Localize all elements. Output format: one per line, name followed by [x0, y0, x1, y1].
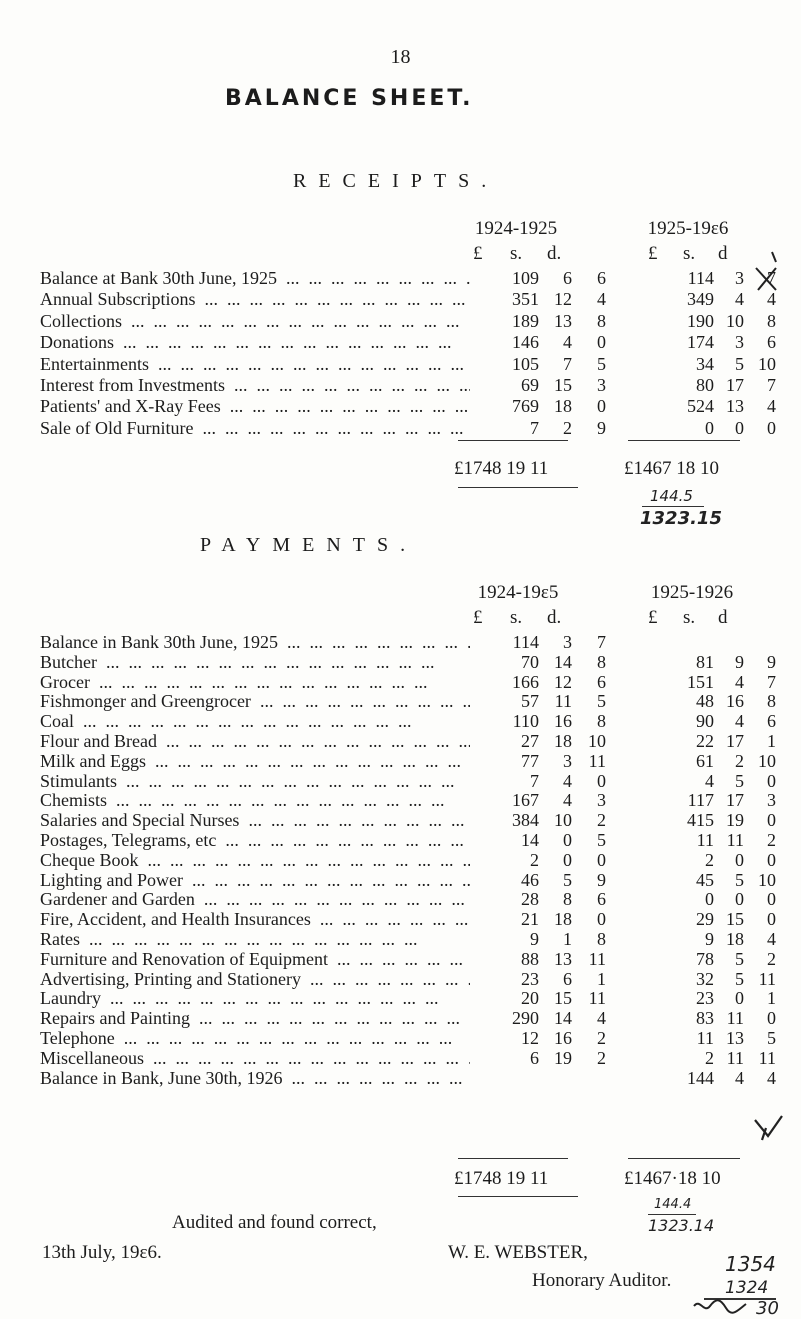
col1925-pounds: 61	[696, 750, 714, 771]
col1925-pence: 10	[758, 869, 776, 890]
col1925-pence: 4	[767, 1067, 776, 1088]
row-label: Patients' and X-Ray Fees ...	[40, 395, 470, 417]
table-row	[40, 829, 776, 851]
col1925-shillings: 3	[735, 268, 744, 288]
scribble-icon	[690, 1296, 750, 1316]
col1924-pence: 11	[588, 988, 606, 1009]
col1925-pence: 0	[767, 889, 776, 910]
row-label: Flour and Bread ...	[40, 730, 470, 752]
col1924-pence: 11	[588, 750, 606, 771]
col1925-shillings: 17	[726, 731, 744, 751]
table-row	[40, 710, 776, 732]
col1925-pence: 10	[758, 353, 776, 374]
auditor-name: W. E. WEBSTER,	[448, 1242, 588, 1263]
row-label: Sale of Old Furniture ...	[40, 417, 470, 439]
col1925-pence: 0	[767, 849, 776, 870]
col1925-shillings: 5	[735, 869, 744, 890]
receipts-col2-shillings-unit: s.	[683, 243, 696, 264]
row-label: Salaries and Special Nurses ...	[40, 809, 470, 831]
payments-col1-shillings-unit: s.	[510, 607, 523, 628]
col1925-pounds: 2	[705, 849, 714, 870]
receipts-handwritten-rule	[642, 506, 704, 507]
receipts-col1-pence-unit: d.	[547, 243, 562, 264]
payments-total-1924: £1748 19 11	[454, 1168, 549, 1189]
col1924-shillings: 6	[563, 968, 572, 989]
table-row	[40, 730, 776, 752]
col1925-pounds: 11	[696, 1028, 714, 1048]
col1924-shillings: 19	[554, 1047, 572, 1068]
col1925-shillings: 19	[726, 810, 744, 831]
col1925-pence: 4	[767, 396, 776, 417]
col1925-pounds: 78	[696, 948, 714, 969]
col1924-pounds: 46	[521, 869, 539, 890]
col1925-pounds: 80	[696, 375, 714, 395]
col1924-pounds: 88	[521, 948, 539, 969]
payments-col1-rule	[458, 1158, 568, 1159]
payments-col2-rule	[628, 1158, 740, 1159]
row-label: Milk and Eggs ...	[40, 750, 470, 772]
tick-mark-icon	[752, 1110, 786, 1144]
col1924-shillings: 5	[563, 869, 572, 890]
col1924-shillings: 18	[554, 396, 572, 417]
col1924-pence: 8	[597, 929, 606, 949]
row-label: Balance in Bank, June 30th, 1926 ...	[40, 1067, 470, 1089]
row-label: Entertainments ...	[40, 353, 470, 375]
table-row	[40, 948, 776, 970]
col1925-pence: 0	[767, 909, 776, 930]
col1924-shillings: 1	[563, 929, 572, 949]
payments-handwritten-rule	[648, 1214, 696, 1215]
col1924-shillings: 11	[554, 691, 572, 712]
payments-handwritten-note-2: 1323.14	[648, 1216, 715, 1235]
receipts-col1-rule	[458, 440, 568, 441]
col1925-pence: 6	[767, 711, 776, 732]
row-label: Postages, Telegrams, etc ...	[40, 829, 470, 851]
col1924-pence: 1	[597, 968, 606, 989]
col1924-shillings: 14	[554, 1008, 572, 1029]
table-row	[40, 770, 776, 792]
col1925-pence: 0	[767, 810, 776, 831]
col1925-shillings: 11	[726, 830, 744, 850]
table-row	[40, 1007, 776, 1029]
col1924-pence: 4	[597, 289, 606, 310]
col1924-pence: 11	[588, 948, 606, 969]
col1924-pounds: 23	[521, 968, 539, 989]
payments-col2-year: 1925-1926	[650, 582, 734, 603]
col1925-pence: 3	[767, 790, 776, 811]
col1924-pence: 6	[597, 671, 606, 692]
page-number: 18	[390, 46, 411, 68]
col1925-shillings: 17	[726, 375, 744, 395]
col1925-shillings: 0	[735, 849, 744, 870]
col1925-pounds: 29	[696, 909, 714, 930]
col1924-shillings: 14	[554, 651, 572, 672]
col1924-shillings: 18	[554, 731, 572, 751]
row-label: Balance at Bank 30th June, 1925 ...	[40, 267, 470, 289]
col1925-pounds: 22	[696, 731, 714, 751]
col1924-pence: 2	[597, 1028, 606, 1048]
receipts-handwritten-note-2: 1323.15	[640, 508, 722, 529]
col1925-pence: 0	[767, 770, 776, 791]
col1924-shillings: 12	[554, 289, 572, 310]
col1924-pence: 5	[597, 691, 606, 712]
row-label: Repairs and Painting ...	[40, 1007, 470, 1029]
table-row	[40, 631, 740, 653]
payments-total-1925: £1467·18 10	[624, 1168, 721, 1189]
row-label: Collections ...	[40, 310, 470, 332]
col1925-shillings: 0	[735, 889, 744, 910]
col1924-pounds: 77	[521, 750, 539, 771]
table-row	[40, 1047, 776, 1069]
col1925-shillings: 13	[726, 396, 744, 417]
col1925-pounds: 524	[687, 396, 714, 417]
table-row	[40, 353, 776, 375]
table-row	[40, 671, 776, 693]
col1925-pence: 2	[767, 948, 776, 969]
col1925-pence: 0	[767, 1008, 776, 1029]
col1924-pence: 0	[597, 332, 606, 353]
payments-col2-pence-unit: d	[718, 607, 728, 628]
table-row	[40, 750, 776, 772]
col1925-shillings: 18	[726, 929, 744, 949]
col1925-pence: 11	[758, 1047, 776, 1068]
col1924-pence: 2	[597, 1047, 606, 1068]
col1924-shillings: 0	[563, 849, 572, 870]
col1924-pounds: 109	[512, 268, 539, 288]
bottom-handwritten-note-2: 1324	[725, 1278, 769, 1298]
col1924-pounds: 12	[521, 1028, 539, 1048]
row-label: Stimulants ...	[40, 770, 470, 792]
col1924-pence: 10	[588, 731, 606, 751]
col1924-pounds: 57	[521, 691, 539, 712]
col1925-pence: 2	[767, 830, 776, 850]
col1924-pounds: 9	[530, 929, 539, 949]
row-label: Donations ...	[40, 331, 470, 353]
row-label: Cheque Book ...	[40, 849, 470, 871]
col1925-pence: 4	[767, 289, 776, 310]
col1925-pence: 0	[767, 417, 776, 438]
col1925-pounds: 144	[687, 1067, 714, 1088]
col1924-pence: 6	[597, 268, 606, 288]
col1924-pounds: 384	[512, 810, 539, 831]
table-row	[40, 417, 776, 439]
payments-col2-shillings-unit: s.	[683, 607, 696, 628]
row-label: Gardener and Garden ...	[40, 888, 470, 910]
col1924-pounds: 7	[530, 770, 539, 791]
row-label: Chemists ...	[40, 789, 470, 811]
col1924-shillings: 12	[554, 671, 572, 692]
col1925-pounds: 83	[696, 1008, 714, 1029]
receipts-col2-pounds-unit: £	[648, 243, 658, 264]
col1925-shillings: 9	[735, 651, 744, 672]
col1924-pounds: 146	[512, 332, 539, 353]
col1925-shillings: 10	[726, 310, 744, 331]
col1925-pence: 7	[767, 671, 776, 692]
col1924-pence: 9	[597, 417, 606, 438]
col1924-pence: 9	[597, 869, 606, 890]
table-row	[40, 869, 776, 891]
col1924-shillings: 10	[554, 810, 572, 831]
table-row	[40, 288, 776, 310]
row-label: Furniture and Renovation of Equipment ...	[40, 948, 470, 970]
col1925-shillings: 5	[735, 968, 744, 989]
col1924-pounds: 7	[530, 417, 539, 438]
col1925-shillings: 4	[735, 711, 744, 732]
receipts-col1-pounds-unit: £	[473, 243, 483, 264]
col1925-pounds: 4	[705, 770, 714, 791]
table-row	[40, 690, 776, 712]
col1924-pounds: 290	[512, 1008, 539, 1029]
payments-total-rule	[458, 1196, 578, 1197]
col1924-pounds: 114	[512, 632, 539, 652]
col1924-pence: 2	[597, 810, 606, 831]
checkmark-icon	[752, 250, 782, 296]
col1924-pence: 0	[597, 849, 606, 870]
col1925-pence: 6	[767, 332, 776, 353]
table-row	[40, 267, 776, 289]
col1924-pence: 0	[597, 396, 606, 417]
col1925-pence: 5	[767, 1028, 776, 1048]
col1924-pounds: 189	[512, 310, 539, 331]
col1925-pounds: 23	[696, 988, 714, 1009]
row-label: Fire, Accident, and Health Insurances ...	[40, 908, 470, 930]
col1925-pence: 9	[767, 651, 776, 672]
col1925-shillings: 13	[726, 1028, 744, 1048]
table-row	[40, 789, 776, 811]
receipts-total-rule	[458, 487, 578, 488]
col1924-shillings: 8	[563, 889, 572, 910]
row-label: Coal ...	[40, 710, 470, 732]
col1924-shillings: 4	[563, 790, 572, 811]
col1925-shillings: 5	[735, 770, 744, 791]
col1925-shillings: 0	[735, 988, 744, 1009]
col1924-shillings: 4	[563, 770, 572, 791]
col1925-shillings: 4	[735, 1067, 744, 1088]
col1924-shillings: 3	[563, 750, 572, 771]
table-row	[40, 374, 776, 396]
col1925-shillings: 5	[735, 948, 744, 969]
payments-col2-pounds-unit: £	[648, 607, 658, 628]
bottom-handwritten-note-1: 1354	[725, 1252, 776, 1276]
col1924-shillings: 18	[554, 909, 572, 930]
receipts-total-1925: £1467 18 10	[624, 458, 719, 479]
col1924-shillings: 13	[554, 310, 572, 331]
col1924-pounds: 769	[512, 396, 539, 417]
col1925-pounds: 415	[687, 810, 714, 831]
col1924-pounds: 2	[530, 849, 539, 870]
col1924-pence: 8	[597, 651, 606, 672]
table-row	[40, 968, 776, 990]
col1925-shillings: 3	[735, 332, 744, 353]
col1924-pence: 3	[597, 790, 606, 811]
col1925-pence: 11	[758, 968, 776, 989]
col1925-pence: 1	[767, 731, 776, 751]
audit-date: 13th July, 19ε6.	[42, 1242, 162, 1263]
col1925-shillings: 2	[735, 750, 744, 771]
receipts-col2-rule	[628, 440, 740, 441]
col1925-pence: 10	[758, 750, 776, 771]
col1924-pence: 7	[597, 632, 606, 652]
table-row	[40, 1067, 776, 1089]
col1925-shillings: 4	[735, 671, 744, 692]
table-row	[40, 395, 776, 417]
col1924-pounds: 167	[512, 790, 539, 811]
col1924-shillings: 16	[554, 1028, 572, 1048]
col1924-shillings: 3	[563, 632, 572, 652]
receipts-total-1924: £1748 19 11	[454, 458, 549, 479]
row-label: Balance in Bank 30th June, 1925 ...	[40, 631, 470, 653]
col1925-pounds: 151	[687, 671, 714, 692]
col1925-pounds: 45	[696, 869, 714, 890]
col1925-pence: 7	[767, 268, 776, 288]
row-label: Grocer ...	[40, 671, 470, 693]
table-row	[40, 809, 776, 831]
col1925-pence: 8	[767, 310, 776, 331]
col1924-shillings: 16	[554, 711, 572, 732]
table-row	[40, 310, 776, 332]
payments-heading: PAYMENTS.	[200, 534, 418, 556]
col1924-pence: 0	[597, 770, 606, 791]
col1925-pounds: 0	[705, 417, 714, 438]
col1925-pence: 8	[767, 691, 776, 712]
col1925-pounds: 2	[705, 1047, 714, 1068]
col1924-pence: 0	[597, 909, 606, 930]
col1925-pounds: 48	[696, 691, 714, 712]
col1924-pounds: 28	[521, 889, 539, 910]
table-row	[40, 987, 776, 1009]
col1924-pence: 6	[597, 889, 606, 910]
col1925-pounds: 0	[705, 889, 714, 910]
col1924-pounds: 110	[512, 711, 539, 732]
col1925-shillings: 0	[735, 417, 744, 438]
col1924-pence: 3	[597, 375, 606, 395]
col1924-shillings: 2	[563, 417, 572, 438]
receipts-col1-shillings-unit: s.	[510, 243, 523, 264]
col1925-shillings: 11	[726, 1047, 744, 1068]
col1925-pounds: 11	[696, 830, 714, 850]
row-label: Advertising, Printing and Stationery ...	[40, 968, 470, 990]
col1924-pounds: 27	[521, 731, 539, 751]
payments-handwritten-note-1: 144.4	[654, 1197, 692, 1212]
receipts-col2-year: 1925-19ε6	[647, 218, 729, 239]
table-row	[40, 1027, 776, 1049]
col1924-pounds: 105	[512, 353, 539, 374]
col1924-shillings: 7	[563, 353, 572, 374]
row-label: Lighting and Power ...	[40, 869, 470, 891]
table-row	[40, 651, 776, 673]
col1924-pounds: 351	[512, 289, 539, 310]
receipts-heading: RECEIPTS.	[293, 170, 499, 192]
col1925-pounds: 9	[705, 929, 714, 949]
col1925-pounds: 349	[687, 289, 714, 310]
receipts-handwritten-note-1: 144.5	[650, 487, 693, 505]
col1925-pence: 1	[767, 988, 776, 1009]
payments-col1-pounds-unit: £	[473, 607, 483, 628]
table-row	[40, 849, 776, 871]
col1924-pence: 8	[597, 310, 606, 331]
row-label: Telephone ...	[40, 1027, 470, 1049]
col1924-shillings: 4	[563, 332, 572, 353]
audit-statement: Audited and found correct,	[172, 1212, 377, 1233]
table-row	[40, 928, 776, 950]
row-label: Butcher ...	[40, 651, 470, 673]
col1925-pounds: 32	[696, 968, 714, 989]
col1925-shillings: 5	[735, 353, 744, 374]
col1924-pence: 5	[597, 353, 606, 374]
col1924-pounds: 14	[521, 830, 539, 850]
receipts-col2-pence-unit: d	[718, 243, 728, 264]
page-title: BALANCE SHEET.	[225, 86, 474, 111]
col1924-shillings: 15	[554, 988, 572, 1009]
col1925-pounds: 90	[696, 711, 714, 732]
col1925-shillings: 4	[735, 289, 744, 310]
col1925-pounds: 114	[687, 268, 714, 288]
col1924-pounds: 20	[521, 988, 539, 1009]
col1925-shillings: 16	[726, 691, 744, 712]
row-label: Interest from Investments ...	[40, 374, 470, 396]
row-label: Miscellaneous ...	[40, 1047, 470, 1069]
col1925-pounds: 117	[687, 790, 714, 811]
col1924-pounds: 70	[521, 651, 539, 672]
col1924-pounds: 166	[512, 671, 539, 692]
table-row	[40, 331, 776, 353]
col1924-shillings: 6	[563, 268, 572, 288]
col1924-pounds: 6	[530, 1047, 539, 1068]
col1924-pounds: 69	[521, 375, 539, 395]
col1924-pence: 5	[597, 830, 606, 850]
col1924-pence: 4	[597, 1008, 606, 1029]
row-label: Rates ...	[40, 928, 470, 950]
bottom-handwritten-note-3: 30	[756, 1298, 779, 1319]
col1925-pounds: 34	[696, 353, 714, 374]
col1925-pounds: 81	[696, 651, 714, 672]
col1925-shillings: 15	[726, 909, 744, 930]
col1925-pence: 4	[767, 929, 776, 949]
payments-col1-pence-unit: d.	[547, 607, 562, 628]
row-label: Fishmonger and Greengrocer ...	[40, 690, 470, 712]
col1925-pounds: 190	[687, 310, 714, 331]
table-row	[40, 888, 776, 910]
col1925-pounds: 174	[687, 332, 714, 353]
col1924-shillings: 15	[554, 375, 572, 395]
col1925-shillings: 17	[726, 790, 744, 811]
col1924-pounds: 21	[521, 909, 539, 930]
row-label: Annual Subscriptions ...	[40, 288, 470, 310]
col1925-pence: 7	[767, 375, 776, 395]
col1924-pence: 8	[597, 711, 606, 732]
row-label: Laundry ...	[40, 987, 470, 1009]
table-row	[40, 908, 776, 930]
auditor-role: Honorary Auditor.	[532, 1270, 672, 1291]
col1924-shillings: 13	[554, 948, 572, 969]
col1924-shillings: 0	[563, 830, 572, 850]
payments-col1-year: 1924-19ε5	[477, 582, 559, 603]
col1925-shillings: 11	[726, 1008, 744, 1029]
receipts-col1-year: 1924-1925	[474, 218, 558, 239]
